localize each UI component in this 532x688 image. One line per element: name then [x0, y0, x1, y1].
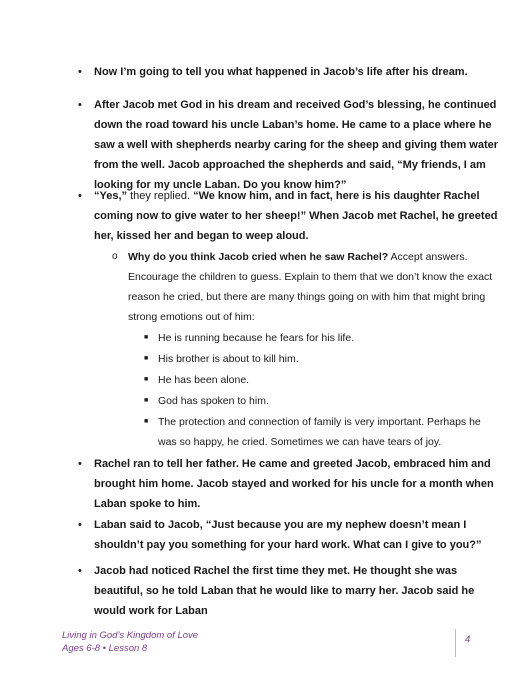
square-bullet-icon: ■ [144, 334, 149, 341]
bullet-text: Laban said to Jacob, “Just because you are my nephew doesn’t mean I shouldn’t pay you something for your hard work. What can I give to you?” [94, 519, 482, 551]
square-bullet-icon: ■ [144, 418, 149, 425]
square-bullet-icon: ■ [144, 397, 149, 404]
square-bullet-icon: ■ [144, 376, 149, 383]
footer-subtitle: Ages 6-8 • Lesson 8 [62, 643, 148, 654]
bullet-icon: • [78, 190, 82, 202]
question-text: Why do you think Jacob cried when he saw Rachel? [128, 251, 389, 263]
bullet-icon: • [78, 99, 82, 111]
square-bullet-icon: ■ [144, 355, 149, 362]
footer-divider [455, 629, 456, 657]
bullet-icon: • [78, 458, 82, 470]
bullet-text: After Jacob met God in his dream and received God’s blessing, he continued down the road toward his uncle Laban’s home. He came to a place where he saw a well with shepherds nearby caring for the sheep and giving them water from the well. Jacob approached the shepherds and said, “My friends, I am looking for my uncle Laban. Do you know him?” [94, 99, 499, 191]
quote-text: “Yes,” [94, 190, 128, 202]
quote-text: “We know him, and in fact, here is his daughter Rachel coming now to give water to her sheep!” When Jacob met Rachel, he greeted her, kissed her and began to weep aloud. [94, 190, 498, 242]
reason-text: God has spoken to him. [158, 395, 269, 407]
bullet-icon: • [78, 565, 82, 577]
bullet-text: Now I’m going to tell you what happened in Jacob’s life after his dream. [94, 66, 468, 78]
question-block [128, 247, 512, 327]
reason-text: He has been alone. [158, 374, 250, 386]
bullet-icon: • [78, 66, 82, 78]
reason-text: His brother is about to kill him. [158, 353, 299, 365]
bullet-text: Jacob had noticed Rachel the first time they met. He thought she was beautiful, so he told Laban that he would like to marry her. Jacob said he would work for Laban [94, 565, 475, 617]
footer-title: Living in God’s Kingdom of Love [62, 630, 199, 641]
bullet-icon: • [78, 519, 82, 531]
reason-text: The protection and connection of family is very important. Perhaps he was so happy, he cried. Sometimes we can have tears of joy. [158, 416, 481, 448]
page-number: 4 [465, 634, 471, 645]
narration-text: they replied. [127, 190, 194, 202]
circle-bullet-icon: o [112, 251, 118, 262]
bullet-text [94, 186, 506, 246]
bullet-text: Rachel ran to tell her father. He came and greeted Jacob, embraced him and brought him home. Jacob stayed and worked for his uncle for a month when Laban spoke to him. [94, 458, 494, 510]
reason-text: He is running because he fears for his life. [158, 332, 355, 344]
answer-text: Accept answers. Encourage the children to guess. Explain to them that we don’t know the exact reason he cried, but there are many things going on with him that might bring strong emotions out of him: [128, 251, 493, 323]
